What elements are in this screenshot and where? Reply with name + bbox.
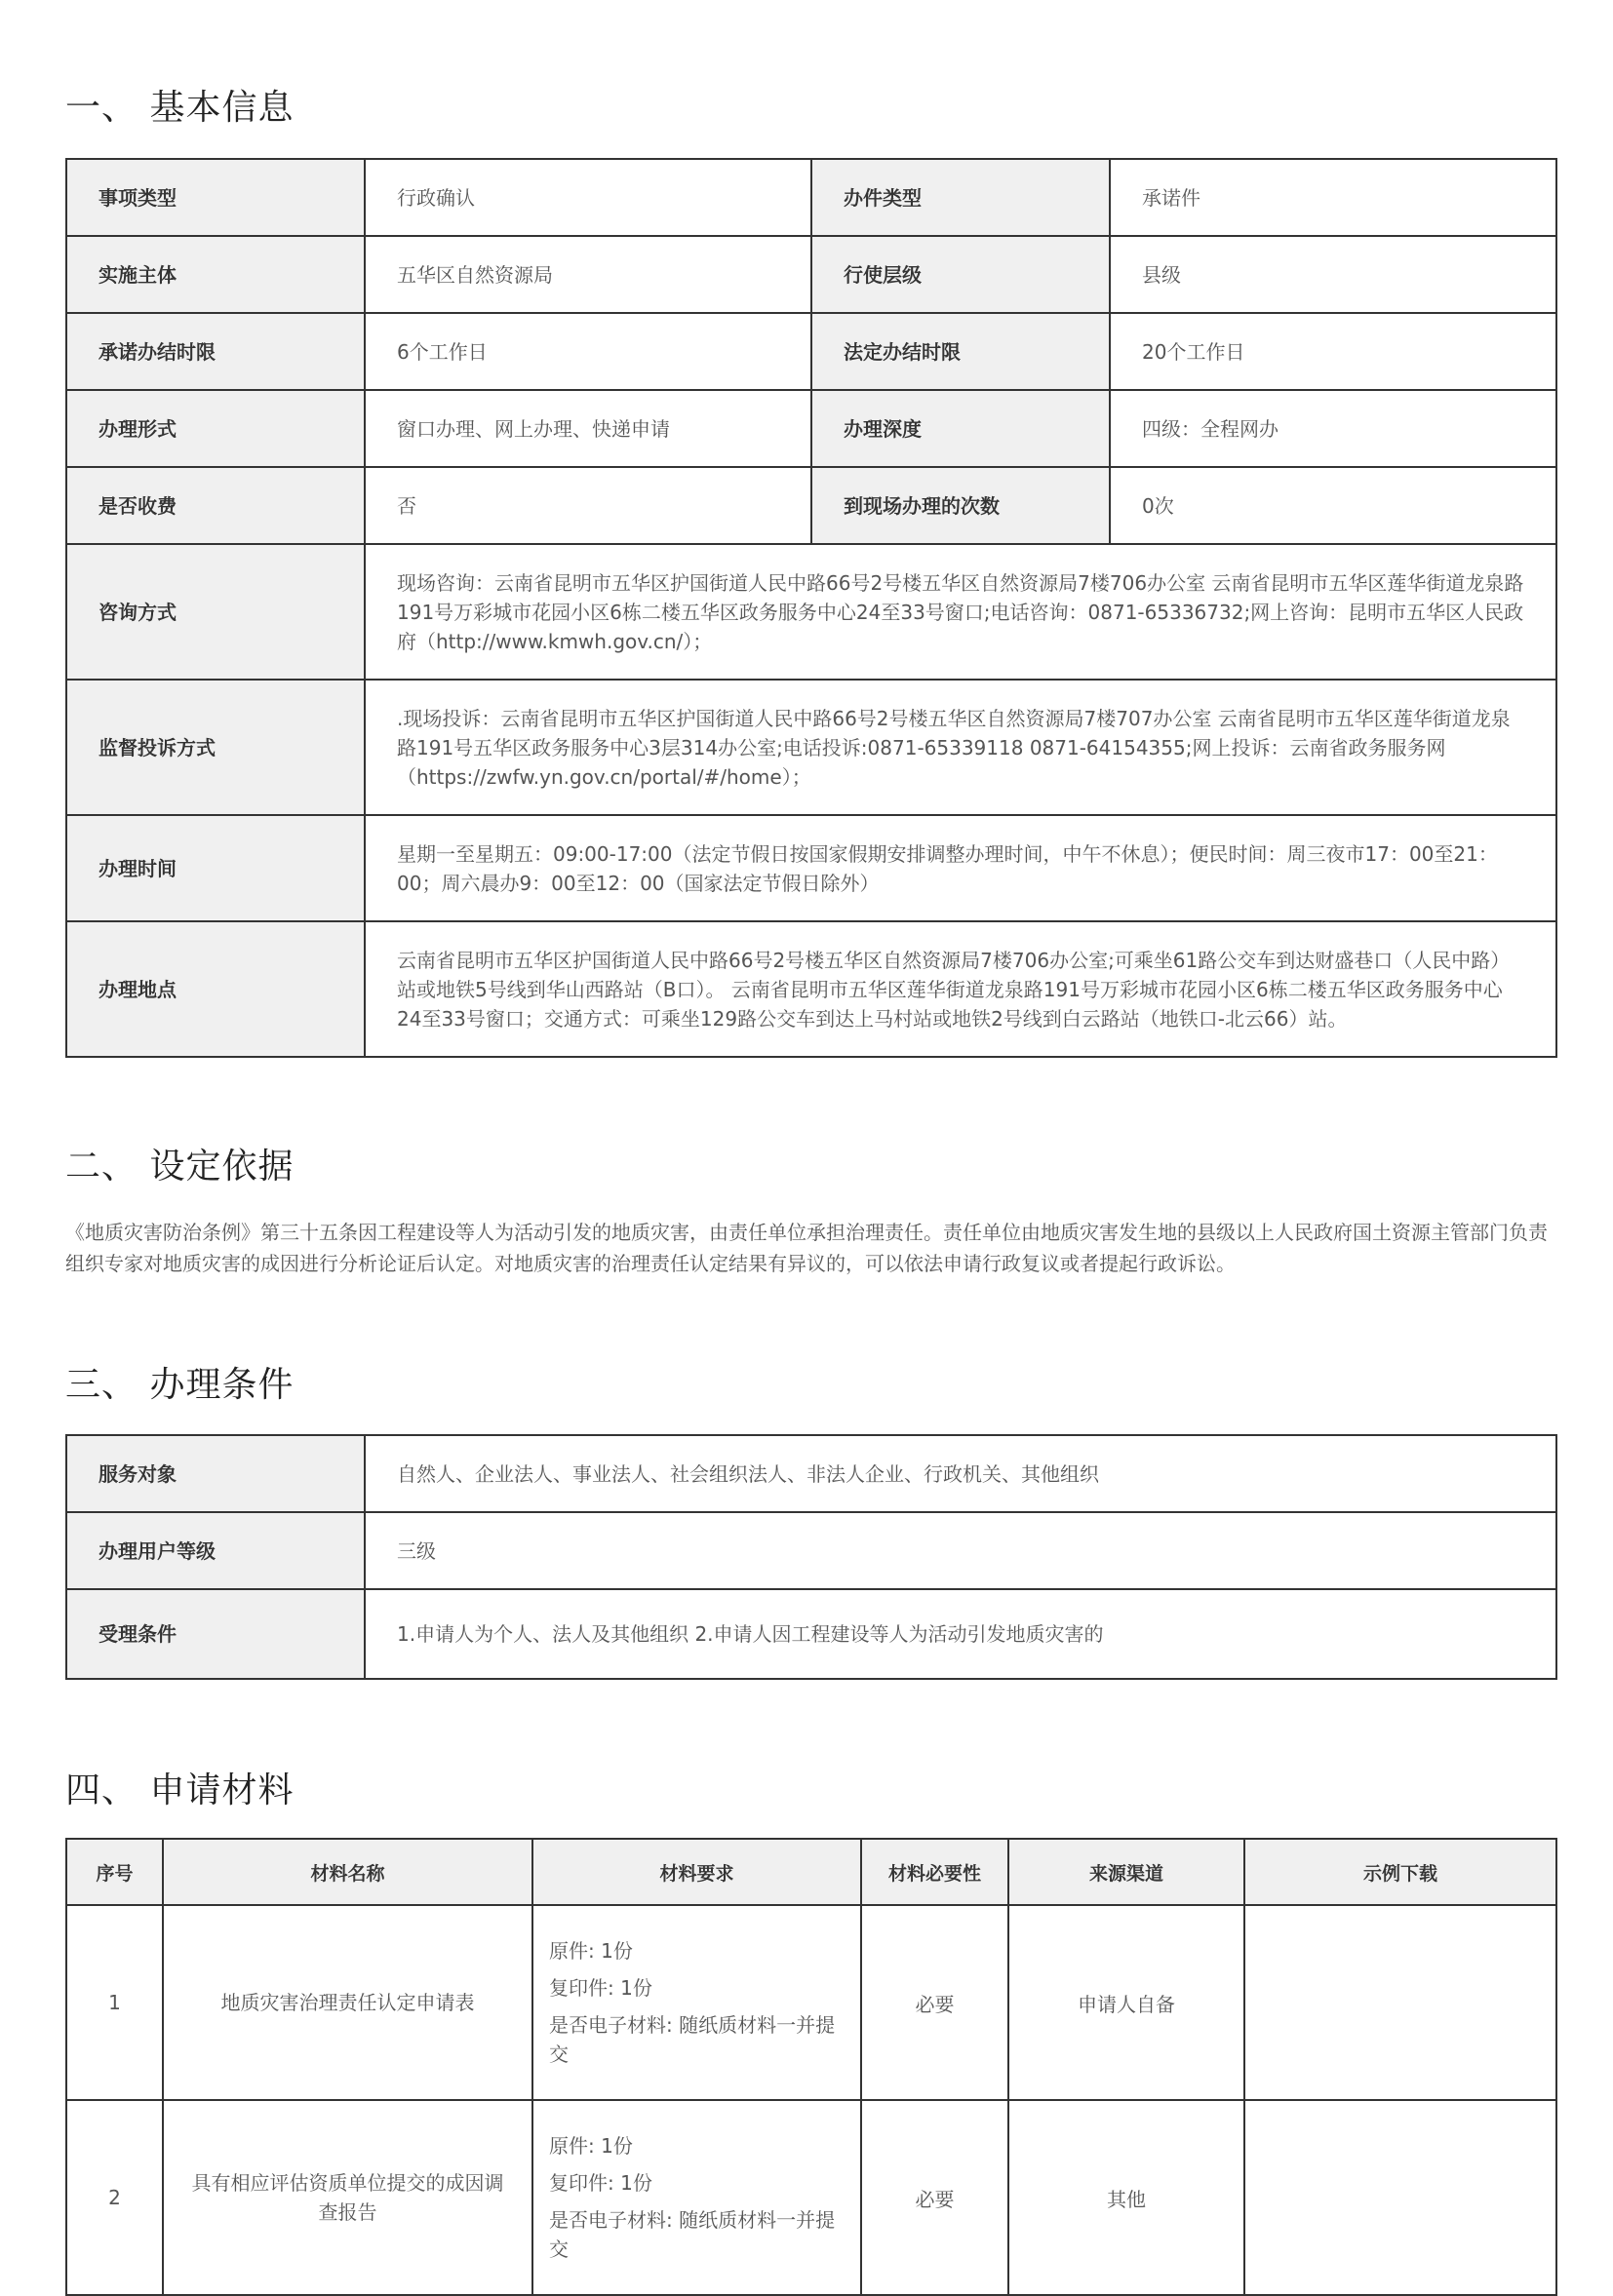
section-title-materials: 四、 申请材料 <box>65 1771 295 1810</box>
section-title-basis: 二、 设定依据 <box>65 1147 295 1187</box>
material-name: 地质灾害治理责任认定申请表 <box>163 1905 532 2100</box>
table-row <box>66 1905 1556 2100</box>
location-label: 办理地点 <box>66 921 365 1057</box>
header-requirement: 材料要求 <box>532 1839 861 1905</box>
promised-time-label: 承诺办结时限 <box>66 313 365 390</box>
table-row <box>66 2100 1556 2295</box>
material-source: 其他 <box>1008 2100 1244 2295</box>
table-row <box>66 815 1556 921</box>
header-necessity: 材料必要性 <box>861 1839 1008 1905</box>
hours-value: 星期一至星期五：09:00-17:00（法定节假日按国家假期安排调整办理时间，中午不休息）；便民时间：周三夜市17：00至21：00；周六晨办9：00至12：00（国家法定节假日除外） <box>365 815 1556 921</box>
table-row <box>66 467 1556 544</box>
handling-depth-label: 办理深度 <box>811 390 1110 467</box>
material-no: 1 <box>66 1905 163 2100</box>
fee-value: 否 <box>365 467 811 544</box>
header-name: 材料名称 <box>163 1839 532 1905</box>
item-type-value: 行政确认 <box>365 159 811 236</box>
table-header-row <box>66 1839 1556 1905</box>
header-no: 序号 <box>66 1839 163 1905</box>
requirement-original: 原件: 1份 <box>549 1939 633 1963</box>
requirement-original: 原件: 1份 <box>549 2134 633 2158</box>
case-type-value: 承诺件 <box>1110 159 1556 236</box>
fee-label: 是否收费 <box>66 467 365 544</box>
consult-value: 现场咨询：云南省昆明市五华区护国街道人民中路66号2号楼五华区自然资源局7楼706办公室 云南省昆明市五华区莲华街道龙泉路191号万彩城市花园小区6栋二楼五华区政务服务中心24至33号窗口;电话咨询：0871-65336732;网上咨询：昆明市五华区人民政府（http://www.kmwh.gov.cn/）； <box>365 544 1556 680</box>
material-source: 申请人自备 <box>1008 1905 1244 2100</box>
material-necessity: 必要 <box>861 1905 1008 2100</box>
material-requirement <box>532 1905 861 2100</box>
requirement-copy: 复印件: 1份 <box>549 2171 652 2195</box>
conditions-table <box>65 1434 1557 1680</box>
location-value: 云南省昆明市五华区护国街道人民中路66号2号楼五华区自然资源局7楼706办公室;可乘坐61路公交车到达财盛巷口（人民中路）站或地铁5号线到华山西路站（B口）。 云南省昆明市五华区莲华街道龙泉路191号万彩城市花园小区6栋二楼五华区政务服务中心24至33号窗口；交通方式：可乘坐129路公交车到达上马村站或地铁2号线到白云路站（地铁口-北云66）站。 <box>365 921 1556 1057</box>
service-target-label: 服务对象 <box>66 1435 365 1512</box>
complaint-value: .现场投诉：云南省昆明市五华区护国街道人民中路66号2号楼五华区自然资源局7楼707办公室 云南省昆明市五华区莲华街道龙泉路191号五华区政务服务中心3层314办公室;电话投诉:0871-65339118 0871-64154355;网上投诉：云南省政务服务网（https://zwfw.yn.gov.cn/portal/#/home）； <box>365 680 1556 815</box>
table-row <box>66 390 1556 467</box>
table-row <box>66 1589 1556 1679</box>
table-row <box>66 1512 1556 1589</box>
table-row <box>66 921 1556 1057</box>
user-level-label: 办理用户等级 <box>66 1512 365 1589</box>
legal-time-label: 法定办结时限 <box>811 313 1110 390</box>
visits-value: 0次 <box>1110 467 1556 544</box>
material-name: 具有相应评估资质单位提交的成因调查报告 <box>163 2100 532 2295</box>
hours-label: 办理时间 <box>66 815 365 921</box>
legal-time-value: 20个工作日 <box>1110 313 1556 390</box>
material-sample-download[interactable] <box>1244 1905 1556 2100</box>
table-row <box>66 313 1556 390</box>
material-necessity: 必要 <box>861 2100 1008 2295</box>
table-row <box>66 236 1556 313</box>
level-label: 行使层级 <box>811 236 1110 313</box>
table-row <box>66 159 1556 236</box>
table-row <box>66 544 1556 680</box>
handling-depth-value: 四级：全程网办 <box>1110 390 1556 467</box>
service-target-value: 自然人、企业法人、事业法人、社会组织法人、非法人企业、行政机关、其他组织 <box>365 1435 1556 1512</box>
table-row <box>66 680 1556 815</box>
item-type-label: 事项类型 <box>66 159 365 236</box>
case-type-label: 办件类型 <box>811 159 1110 236</box>
visits-label: 到现场办理的次数 <box>811 467 1110 544</box>
user-level-value: 三级 <box>365 1512 1556 1589</box>
materials-table <box>65 1838 1557 2296</box>
accept-condition-value: 1.申请人为个人、法人及其他组织 2.申请人因工程建设等人为活动引发地质灾害的 <box>365 1589 1556 1679</box>
basis-text: 《地质灾害防治条例》第三十五条因工程建设等人为活动引发的地质灾害，由责任单位承担治理责任。责任单位由地质灾害发生地的县级以上人民政府国土资源主管部门负责组织专家对地质灾害的成因进行分析论证后认定。对地质灾害的治理责任认定结果有异议的，可以依法申请行政复议或者提起行政诉讼。 <box>65 1221 1548 1275</box>
requirement-electronic: 是否电子材料: 随纸质材料一并提交 <box>549 2208 836 2261</box>
implementer-value: 五华区自然资源局 <box>365 236 811 313</box>
level-value: 县级 <box>1110 236 1556 313</box>
promised-time-value: 6个工作日 <box>365 313 811 390</box>
material-sample-download[interactable] <box>1244 2100 1556 2295</box>
handling-form-value: 窗口办理、网上办理、快递申请 <box>365 390 811 467</box>
section-title-basic-info: 一、 基本信息 <box>65 88 295 128</box>
header-sample-download: 示例下载 <box>1244 1839 1556 1905</box>
requirement-electronic: 是否电子材料: 随纸质材料一并提交 <box>549 2013 836 2066</box>
consult-label: 咨询方式 <box>66 544 365 680</box>
complaint-label: 监督投诉方式 <box>66 680 365 815</box>
handling-form-label: 办理形式 <box>66 390 365 467</box>
implementer-label: 实施主体 <box>66 236 365 313</box>
accept-condition-label: 受理条件 <box>66 1589 365 1679</box>
material-no: 2 <box>66 2100 163 2295</box>
header-source: 来源渠道 <box>1008 1839 1244 1905</box>
requirement-copy: 复印件: 1份 <box>549 1976 652 2000</box>
basic-info-table <box>65 158 1557 1058</box>
material-requirement <box>532 2100 861 2295</box>
table-row <box>66 1435 1556 1512</box>
section-title-conditions: 三、 办理条件 <box>65 1365 295 1405</box>
